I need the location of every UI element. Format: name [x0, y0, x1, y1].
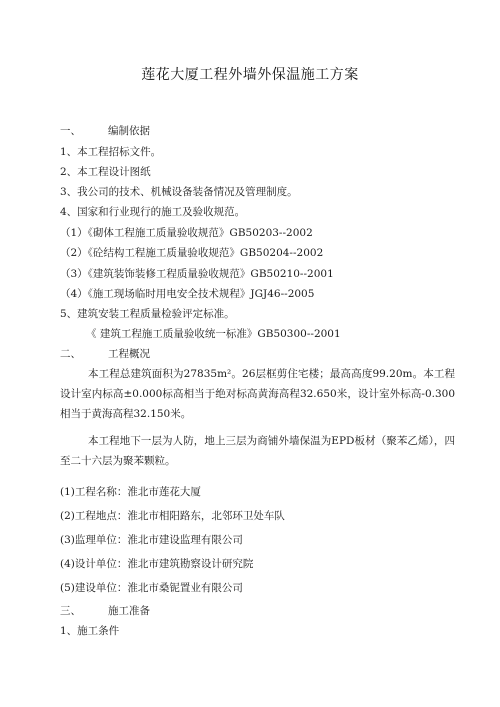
section-3-number: 三、 — [60, 605, 81, 617]
section-1-item: （1）《砌体工程施工质量验收规范》GB50203--2002 — [60, 227, 313, 239]
project-detail: (4)设计单位：淮北市建筑勘察设计研究院 — [60, 558, 254, 570]
document-title: 莲花大厦工程外墙外保温施工方案 — [141, 67, 359, 83]
section-1-number: 一、 — [60, 125, 81, 137]
section-1-item: 1、本工程招标文件。 — [60, 146, 162, 158]
section-1-item: （2）《砼结构工程施工质量验收规范》GB50204--2002 — [60, 247, 324, 259]
section-2-title: 工程概况 — [108, 348, 150, 360]
section-2-number: 二、 — [60, 348, 81, 360]
section-1-item: 2、本工程设计图纸 — [60, 166, 151, 178]
section-2-paragraph: 本工程地下一层为人防，地上三层为商铺外墙保温为EPD板材（聚苯乙烯），四至二十六层为聚苯颗粒。 — [60, 435, 455, 467]
section-1-item: 5、建筑安装工程质量检验评定标准。 — [60, 308, 235, 320]
section-1-item: 《 建筑工程施工质量验收统一标准》GB50300--2001 — [86, 328, 341, 340]
section-1-item: 4、国家和行业现行的施工及验收规范。 — [60, 206, 246, 218]
section-1-item: （4）《施工现场临时用电安全技术规程》JGJ46--2005 — [60, 288, 315, 300]
section-2-heading — [60, 346, 150, 361]
section-3-title: 施工准备 — [108, 605, 150, 617]
project-detail: (5)建设单位：淮北市桑铌置业有限公司 — [60, 582, 243, 594]
section-1-heading — [60, 123, 150, 138]
project-detail: (2)工程地点：淮北市相阳路东，北邻环卫处车队 — [60, 510, 285, 522]
section-3-item: 1、施工条件 — [60, 625, 120, 637]
project-detail: (3)监理单位：淮北市建设监理有限公司 — [60, 534, 243, 546]
section-3-heading — [60, 603, 150, 618]
section-1-item: 3、我公司的技术、机械设备装备情况及管理制度。 — [60, 186, 298, 198]
section-1-item: （3）《建筑装饰装修工程质量验收规范》GB50210--2001 — [60, 268, 334, 280]
project-detail: (1)工程名称：淮北市莲花大厦 — [60, 486, 201, 498]
section-1-title: 编制依据 — [108, 125, 150, 137]
section-2-paragraph: 本工程总建筑面积为27835m²。26层框剪住宅楼；最高高度99.20m。本工程设计室内标高±0.000标高相当于绝对标高黄海高程32.650米，设计室外标高-0.300相当于黄海高程32.150米。 — [60, 368, 455, 420]
